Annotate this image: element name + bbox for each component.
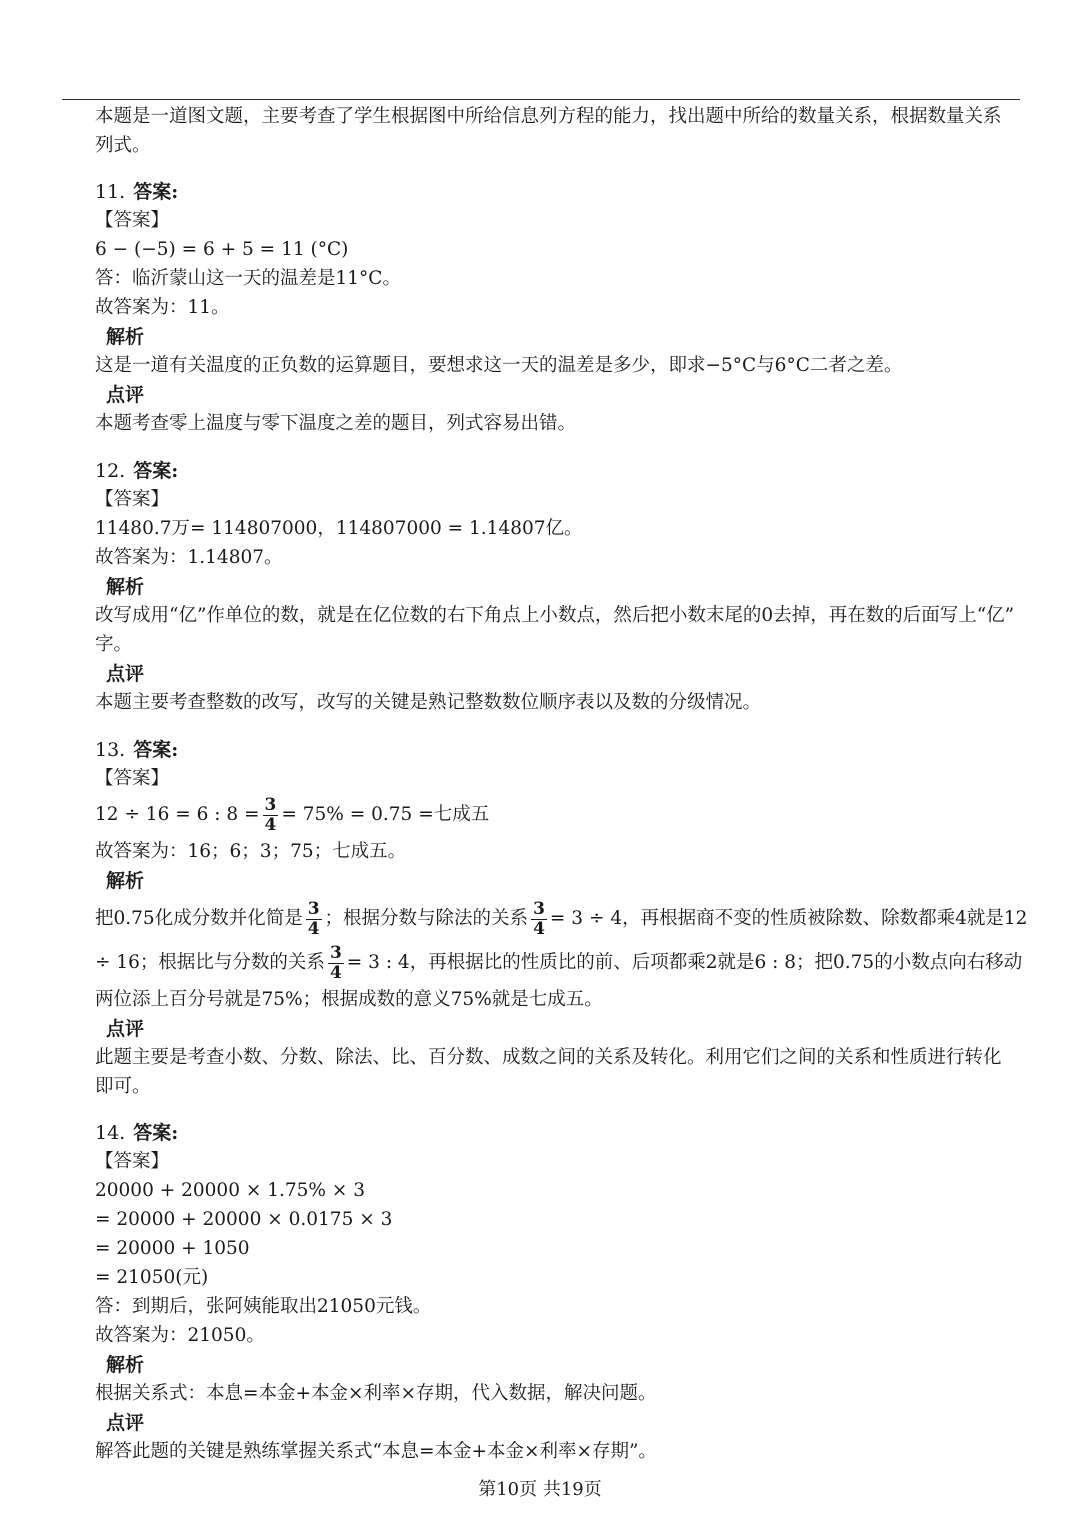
analysis-label: 解析 [106, 326, 145, 348]
fraction-denominator: 4 [533, 918, 545, 939]
page-footer: 第10页 共19页 [478, 1479, 602, 1500]
comment-label: 点评 [106, 1412, 145, 1434]
question-heading [95, 1121, 178, 1145]
analysis-text: 这是一道有关温度的正负数的运算题目，要想求这一天的温差是多少，即求−5°C与6°C二者之差。 [95, 355, 903, 376]
text-part: ；根据分数与除法的关系 [324, 908, 529, 929]
fraction-denominator: 4 [264, 814, 277, 835]
question-heading [95, 459, 178, 483]
answer-line: 故答案为：21050。 [95, 1325, 265, 1346]
fraction [263, 796, 279, 835]
fraction-numerator: 3 [264, 794, 277, 815]
equation-part: 12 ÷ 16 = 6 : 8 = [95, 804, 260, 825]
intro-line: 列式。 [95, 135, 151, 156]
analysis-text [95, 942, 1022, 984]
answer-tag: 【答案】 [95, 210, 170, 231]
analysis-label: 解析 [106, 870, 145, 892]
fraction [306, 900, 322, 939]
comment-text: 解答此题的关键是熟练掌握关系式“本息=本金+本金×利率×存期”。 [95, 1441, 657, 1462]
answer-line: 20000 + 20000 × 1.75% × 3 [95, 1180, 366, 1201]
text-part: = 3 ÷ 4，再根据商不变的性质被除数、除数都乘4就是12 [549, 908, 1028, 929]
comment-text: 本题考查零上温度与零下温度之差的题目，列式容易出错。 [95, 413, 577, 434]
comment-text: 此题主要是考查小数、分数、除法、比、百分数、成数之间的关系及转化。利用它们之间的关系和性质进行转化 [95, 1047, 1002, 1068]
answer-line: = 20000 + 20000 × 0.0175 × 3 [95, 1209, 393, 1230]
header-rule [62, 99, 1020, 100]
comment-text: 即可。 [95, 1076, 151, 1097]
text-part: 把0.75化成分数并化简是 [95, 908, 303, 929]
question-heading [95, 180, 178, 204]
question-title: 答案: [133, 1122, 179, 1144]
fraction-denominator: 4 [329, 962, 342, 983]
equation-part: = 75% = 0.75 =七成五 [281, 804, 490, 825]
analysis-text [95, 898, 1027, 940]
analysis-text: 改写成用“亿”作单位的数，就是在亿位数的右下角点上小数点，然后把小数末尾的0去掉，再在数的后面写上“亿” [95, 605, 1015, 626]
question-number: 11. [95, 181, 126, 203]
fraction-denominator: 4 [307, 918, 320, 939]
answer-tag: 【答案】 [95, 1151, 170, 1172]
comment-text: 本题主要考查整数的改写，改写的关键是熟记整数数位顺序表以及数的分级情况。 [95, 692, 762, 713]
comment-label: 点评 [106, 1018, 145, 1040]
answer-tag: 【答案】 [95, 489, 170, 510]
text-part: = 3 : 4，再根据比的性质比的前、后项都乘2就是6 : 8；把0.75的小数点向右移动 [346, 952, 1023, 973]
question-number: 12. [95, 460, 126, 482]
text-part: ÷ 16；根据比与分数的关系 [95, 952, 325, 973]
fraction [328, 944, 344, 983]
question-number: 14. [95, 1122, 126, 1144]
question-title: 答案: [133, 739, 179, 761]
answer-line: 答：到期后，张阿姨能取出21050元钱。 [95, 1296, 432, 1317]
question-number: 13. [95, 739, 126, 761]
answer-tag: 【答案】 [95, 768, 170, 789]
question-title: 答案: [133, 181, 179, 203]
answer-line: 6 − (−5) = 6 + 5 = 11 (°C) [95, 239, 349, 260]
answer-line: 11480.7万= 114807000，114807000 = 1.14807亿。 [95, 518, 583, 539]
analysis-label: 解析 [106, 576, 145, 598]
intro-line: 本题是一道图文题，主要考查了学生根据图中所给信息列方程的能力，找出题中所给的数量关系，根据数量关系 [95, 106, 1002, 127]
analysis-label: 解析 [106, 1354, 145, 1376]
question-heading [95, 738, 178, 762]
answer-line: 故答案为：11。 [95, 297, 230, 318]
question-title: 答案: [133, 460, 179, 482]
analysis-text: 字。 [95, 634, 133, 655]
analysis-text: 根据关系式：本息=本金+本金×利率×存期，代入数据，解决问题。 [95, 1383, 657, 1404]
answer-line: = 21050(元) [95, 1267, 209, 1288]
fraction-numerator: 3 [307, 898, 320, 919]
answer-equation [95, 795, 489, 835]
analysis-text: 两位添上百分号就是75%；根据成数的意义75%就是七成五。 [95, 989, 603, 1010]
answer-line: 答：临沂蒙山这一天的温差是11°C。 [95, 268, 401, 289]
fraction-numerator: 3 [329, 942, 342, 963]
answer-line: 故答案为：16；6；3；75；七成五。 [95, 841, 407, 862]
fraction-numerator: 3 [533, 898, 545, 919]
comment-label: 点评 [106, 663, 145, 685]
comment-label: 点评 [106, 384, 145, 406]
answer-line: 故答案为：1.14807。 [95, 547, 283, 568]
answer-line: = 20000 + 1050 [95, 1238, 250, 1259]
fraction [531, 900, 547, 939]
